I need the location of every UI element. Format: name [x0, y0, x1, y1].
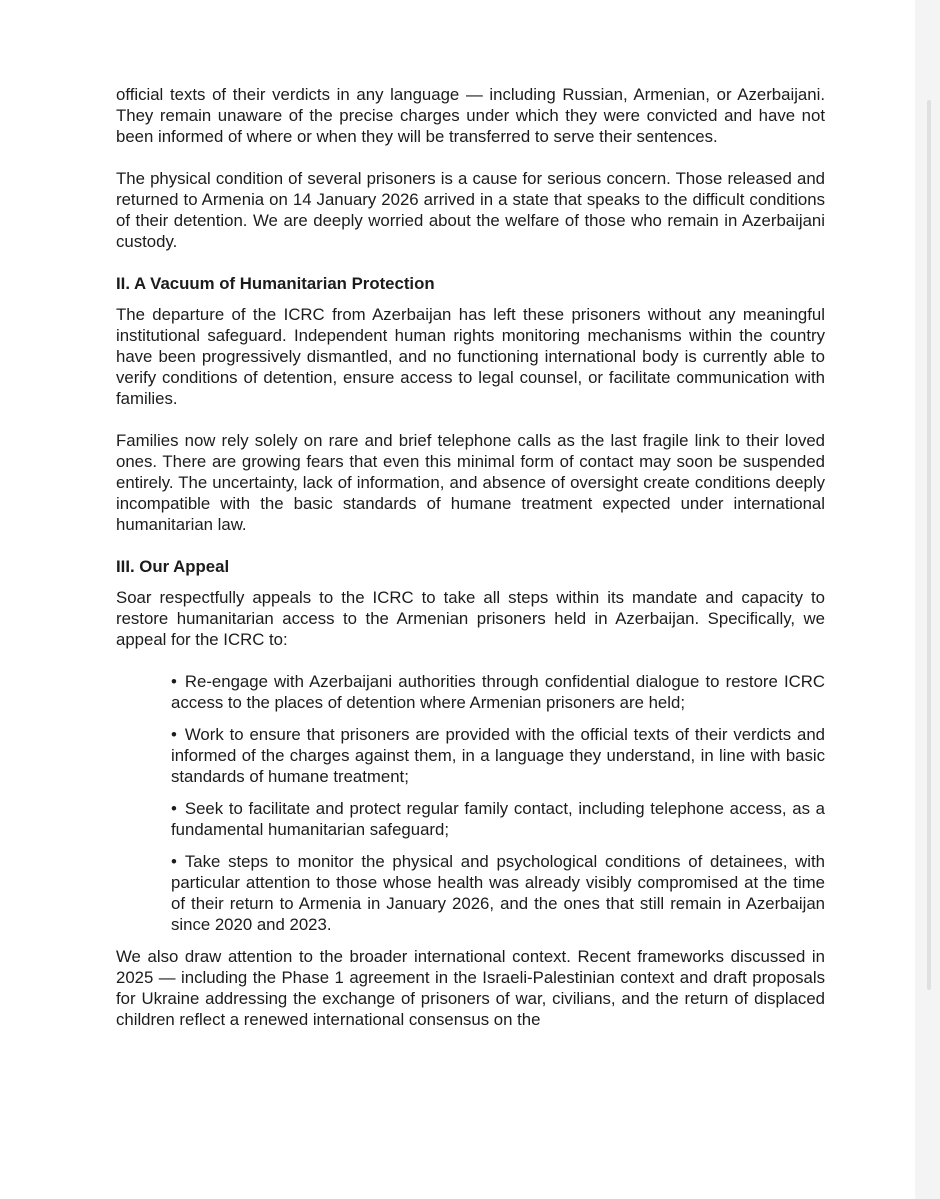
list-item	[171, 798, 825, 840]
list-item	[171, 851, 825, 935]
paragraph-icrc-departure: The departure of the ICRC from Azerbaijan has left these prisoners without any meaningful institutional safeguard. Independent human rights monitoring mechanisms within the country have been progressively dismantled, and no functioning international body is currently able to verify conditions of detention, ensure access to legal counsel, or facilitate communication with families.	[116, 305, 825, 408]
list-item	[171, 724, 825, 787]
paragraph-verdicts: official texts of their verdicts in any language — including Russian, Armenian, or Azerbaijani. They remain unaware of the precise charges under which they were convicted and have not been informed of where or when they will be transferred to serve their sentences.	[116, 85, 825, 146]
list-item-text: Re-engage with Azerbaijani authorities through confidential dialogue to restore ICRC access to the places of detention where Armenian prisoners are held;	[171, 672, 825, 712]
bullet-marker: •	[171, 672, 177, 691]
paragraph-physical-condition: The physical condition of several prisoners is a cause for serious concern. Those released and returned to Armenia on 14 January 2026 arrived in a state that speaks to the difficult conditions of their detention. We are deeply worried about the welfare of those who remain in Azerbaijani custody.	[116, 169, 825, 251]
paragraph-appeal-intro: Soar respectfully appeals to the ICRC to take all steps within its mandate and capacity to restore humanitarian access to the Armenian prisoners held in Azerbaijan. Specifically, we appeal for the ICRC to:	[116, 588, 825, 649]
section-heading-our-appeal: III. Our Appeal	[116, 557, 230, 576]
bullet-marker: •	[171, 725, 177, 744]
scrollbar-track[interactable]	[915, 0, 940, 1199]
appeal-bullet-list	[116, 671, 825, 935]
scrollbar-thumb[interactable]	[927, 100, 931, 990]
list-item	[171, 671, 825, 713]
list-item-text: Take steps to monitor the physical and psychological conditions of detainees, with particular attention to those whose health was already visibly compromised at the time of their return to Armenia in January 2026, and the ones that still remain in Azerbaijan since 2020 and 2023.	[171, 852, 825, 934]
document-body	[116, 84, 825, 1030]
bullet-marker: •	[171, 852, 177, 871]
list-item-text: Seek to facilitate and protect regular family contact, including telephone access, as a fundamental humanitarian safeguard;	[171, 799, 825, 839]
list-item-text: Work to ensure that prisoners are provided with the official texts of their verdicts and informed of the charges against them, in a language they understand, in line with basic standards of humane treatment;	[171, 725, 825, 786]
paragraph-families: Families now rely solely on rare and brief telephone calls as the last fragile link to their loved ones. There are growing fears that even this minimal form of contact may soon be suspended entirely. The uncertainty, lack of information, and absence of oversight create conditions deeply incompatible with the basic standards of humane treatment expected under international humanitarian law.	[116, 431, 825, 534]
paragraph-international-context: We also draw attention to the broader international context. Recent frameworks discussed in 2025 — including the Phase 1 agreement in the Israeli-Palestinian context and draft proposals for Ukraine addressing the exchange of prisoners of war, civilians, and the return of displaced children reflect a renewed international consensus on the	[116, 947, 825, 1029]
section-heading-humanitarian-protection: II. A Vacuum of Humanitarian Protection	[116, 274, 435, 293]
bullet-marker: •	[171, 799, 177, 818]
